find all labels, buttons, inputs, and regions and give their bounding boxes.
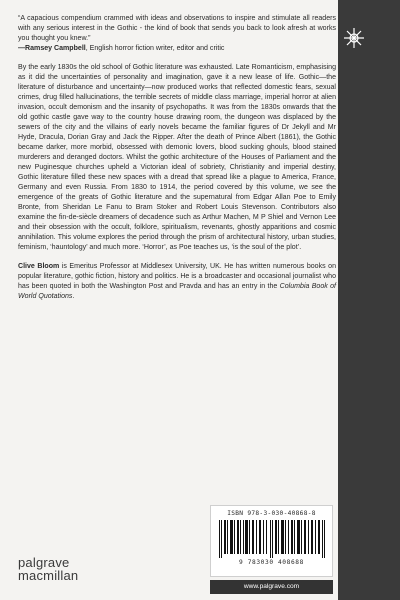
spine-bar xyxy=(338,0,400,600)
quote-author: —Ramsey Campbell xyxy=(18,45,86,52)
author-bio-end: . xyxy=(72,293,75,300)
blurb-text: By the early 1830s the old school of Gothic literature was exhausted. Late Romanticism, emphasising as it did the uncertainties of personality and imagination, gave it a new lease of life. Gothic—the literature of disturbance and uncertainty—now produced works that reflected domestic fears, sexual crimes, drug filled hallucinations, the terrible secrets of middle class marriage, imperial horror at alien invasion, occult demonism and the insanity of psychopaths. It was from the 1830s onwards that the old gothic castle gave way to the country house drawing room, the dungeon was displaced by the sewers of the city and the villains of early novels became the familiar figures of Dr Jekyll and Mr Hyde, Dracula, Dorian Gray and Jack the Ripper. After the death of Prince Albert (1861), the Gothic became darker, more morbid, obsessed with demonic lovers, blood sucking ghouls, blood stained murderers and deranged doctors. Whilst the gothic architecture of the Houses of Parliament and the new Puginesque churches upheld a Victorian ideal of sobriety, Christianity and imperial destiny, Gothic literature filled these new spaces with a dread that spread like a plague to America, France, Germany and even Russia. From 1830 to 1914, the period covered by this volume, we see the emergence of the greats of Gothic literature and the supernatural from Edgar Allan Poe to Emily Bronte, from Sheridan Le Fanu to Bram Stoker and Robert Louis Stevenson. Contributors also examine the fin-de-siècle dreamers of decadence such as Arthur Machen, M P Shiel and Vernon Lee and their obsession with the occult, folklore, spiritualism, revenants, ghostly apparitions and cosmic annihilation. This volume explores the period through the prism of architectural history, urban studies, feminism, ‘hauntology’ and much more. ‘Horror’, as Poe teaches us, ‘is the soul of the plot’. xyxy=(18,64,336,251)
publisher-logo xyxy=(18,556,78,582)
barcode-digits: 9 783030 408688 xyxy=(239,559,304,566)
author-bio-text: is Emeritus Professor at Middlesex University, UK. He has written numerous books on popular literature, gothic fiction, history and politics. He is a broadcaster and occasional journalist who has been quoted in both the Washington Post and Pravda and has an entry in the xyxy=(18,263,336,290)
barcode-icon xyxy=(219,520,325,558)
palgrave-star-icon xyxy=(342,26,366,50)
author-name: Clive Bloom xyxy=(18,263,60,270)
quote-text: “A capacious compendium crammed with ideas and observations to inspire and stimulate all readers with any serious interest in the Gothic - the kind of book that sends you back to look afresh at works you thought you knew.” xyxy=(18,15,336,42)
isbn-label: ISBN 978-3-030-40868-8 xyxy=(227,510,316,517)
endorsement-quote xyxy=(18,14,336,54)
barcode-box xyxy=(210,505,333,577)
publisher-url[interactable]: www.palgrave.com xyxy=(210,580,333,594)
quote-author-desc: , English horror fiction writer, editor and critic xyxy=(85,45,225,52)
author-bio xyxy=(18,262,336,302)
author-bio-book: Columbia Book of World Quotations xyxy=(18,283,336,300)
quote-attribution xyxy=(18,44,336,54)
publisher-line2: macmillan xyxy=(18,568,79,583)
publisher-line1: palgrave xyxy=(18,555,70,570)
back-cover-text xyxy=(18,14,336,302)
